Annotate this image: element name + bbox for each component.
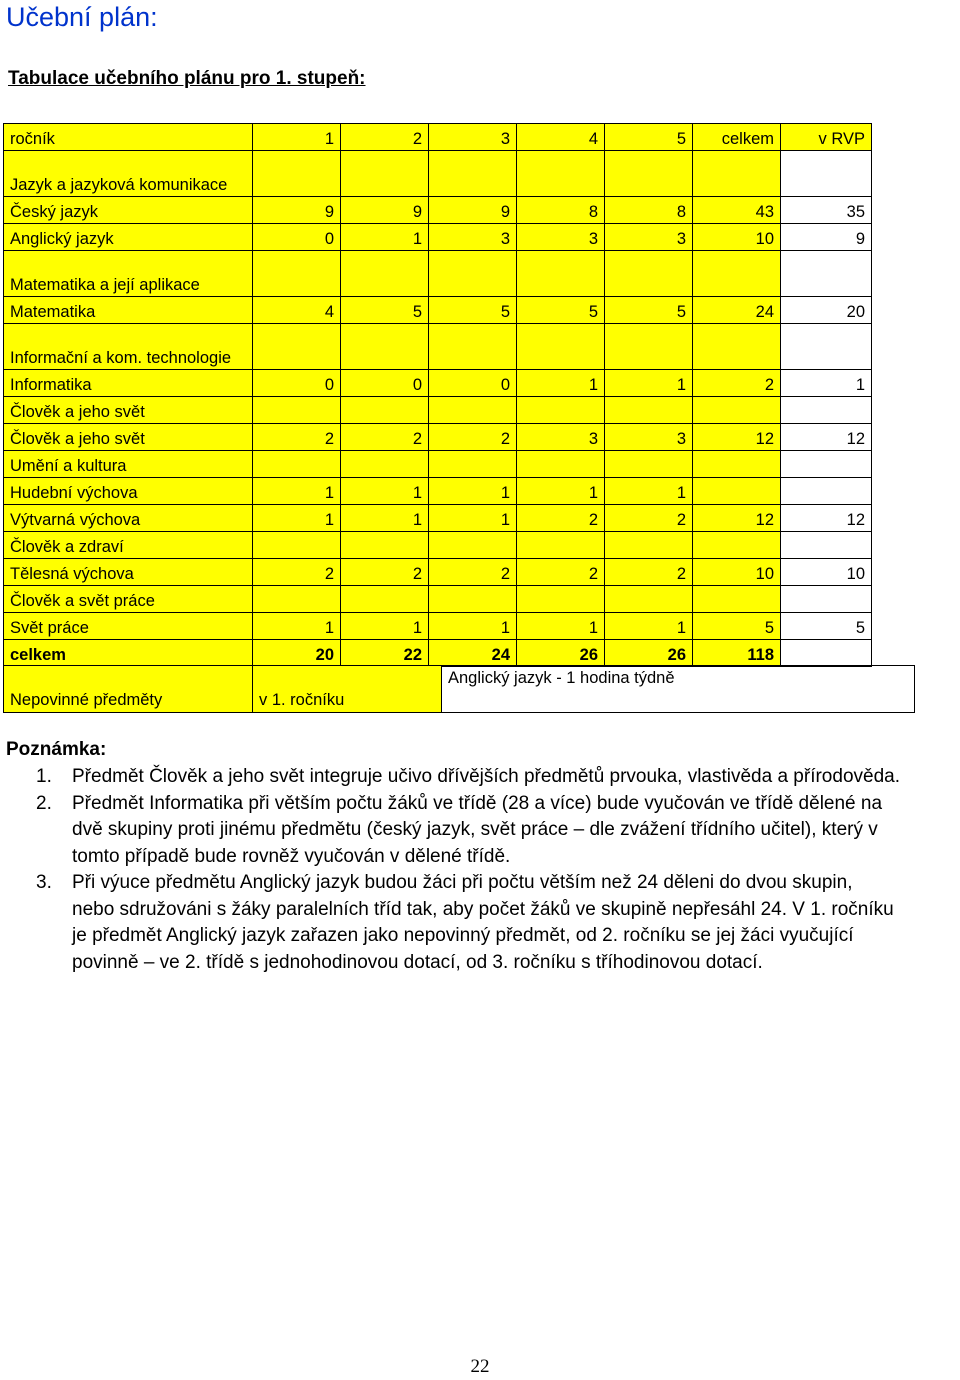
table-cell-value: 2 [341, 559, 429, 586]
table-cell-value: 1 [341, 224, 429, 251]
table-cell-value [781, 151, 872, 197]
table-cell-value [605, 397, 693, 424]
notes-list [0, 764, 900, 976]
table-cell-value [781, 324, 872, 370]
table-row [4, 197, 872, 224]
table-cell-value [605, 251, 693, 297]
table-cell-value: 1 [517, 478, 605, 505]
table-cell-value [781, 451, 872, 478]
optional-subjects-subject: Anglický jazyk - 1 hodina týdně [442, 666, 915, 713]
table-cell-value [253, 451, 341, 478]
table-cell-value [693, 397, 781, 424]
table-cell-value: 1 [605, 613, 693, 640]
note-number: 3. [36, 872, 52, 893]
table-cell-value: 4 [517, 124, 605, 151]
table-cell-value: 5 [781, 613, 872, 640]
table-cell-value: 9 [341, 197, 429, 224]
table-area-row [4, 451, 872, 478]
table-cell-name: Český jazyk [4, 197, 253, 224]
table-cell-value: 2 [517, 559, 605, 586]
table-cell-name: Člověk a zdraví [4, 532, 253, 559]
table-cell-value [253, 532, 341, 559]
table-cell-value: 0 [253, 370, 341, 397]
table-cell-value: 1 [429, 613, 517, 640]
table-cell-name: celkem [4, 640, 253, 667]
table-area-row [4, 397, 872, 424]
table-cell-value [517, 397, 605, 424]
table-cell-value: 2 [341, 124, 429, 151]
table-cell-value [605, 324, 693, 370]
table-cell-value: 1 [429, 478, 517, 505]
note-item [0, 870, 900, 976]
table-cell-value [693, 324, 781, 370]
table-cell-value: 9 [781, 224, 872, 251]
table-area-row [4, 586, 872, 613]
table-cell-name: Svět práce [4, 613, 253, 640]
table-cell-name: Matematika [4, 297, 253, 324]
table-cell-name: Člověk a jeho svět [4, 424, 253, 451]
table-cell-value [429, 151, 517, 197]
table-cell-value: 35 [781, 197, 872, 224]
table-cell-value: 3 [605, 424, 693, 451]
table-cell-value [429, 532, 517, 559]
note-text: Předmět Člověk a jeho svět integruje učivo dřívějších předmětů prvouka, vlastivěda a přírodověda. [72, 766, 900, 787]
table-cell-value [429, 397, 517, 424]
table-cell-value [693, 478, 781, 505]
table-cell-value: 2 [517, 505, 605, 532]
table-cell-value: 2 [253, 559, 341, 586]
table-cell-value [781, 251, 872, 297]
table-cell-value: 5 [517, 297, 605, 324]
table-cell-value: 3 [517, 424, 605, 451]
table-cell-name: Matematika a její aplikace [4, 251, 253, 297]
table-cell-value: 10 [693, 559, 781, 586]
table-cell-value: 12 [693, 424, 781, 451]
table-total-row [4, 640, 872, 667]
table-cell-value [693, 151, 781, 197]
table-row [4, 559, 872, 586]
table-cell-value [253, 586, 341, 613]
table-header-row [4, 124, 872, 151]
table-cell-value: 1 [341, 505, 429, 532]
table-cell-value: 1 [781, 370, 872, 397]
table-cell-value: 12 [781, 505, 872, 532]
table-cell-name: Tělesná výchova [4, 559, 253, 586]
table-cell-value [517, 586, 605, 613]
table-cell-value [781, 478, 872, 505]
table-cell-value [693, 251, 781, 297]
table-cell-value: 5 [693, 613, 781, 640]
table-cell-value: 2 [605, 505, 693, 532]
table-cell-name: Člověk a jeho svět [4, 397, 253, 424]
table-cell-value [341, 251, 429, 297]
table-cell-value [253, 251, 341, 297]
note-number: 2. [36, 792, 52, 814]
table-area-row [4, 251, 872, 297]
table-cell-value [693, 586, 781, 613]
table-row [4, 505, 872, 532]
table-cell-value [517, 324, 605, 370]
table-cell-value [781, 640, 872, 667]
table-cell-value: 5 [341, 297, 429, 324]
table-cell-value [781, 532, 872, 559]
page-number: 22 [470, 1356, 490, 1377]
table-cell-value: 12 [781, 424, 872, 451]
table-cell-value: 0 [253, 224, 341, 251]
table-cell-value: 26 [517, 640, 605, 667]
table-cell-value: 3 [605, 224, 693, 251]
table-cell-value [341, 324, 429, 370]
table-cell-name: ročník [4, 124, 253, 151]
table-cell-value [517, 451, 605, 478]
table-cell-value: 2 [429, 424, 517, 451]
table-area-row [4, 151, 872, 197]
table-cell-value [517, 251, 605, 297]
note-text: Při výuce předmětu Anglický jazyk budou žáci při počtu větším než 24 děleni do dvou skupin, nebo sdružováni s žáky paralelních tříd tak, aby počet žáků ve skupině nepřesáhl 24. V 1. ročníku je předmět Anglický jazyk zařazen jako nepovinný předmět, od 2. ročníku se jej žáci vyučující povinně – ve 2. třídě s jednohodinovou dotací, od 3. ročníku s tříhodinovou dotací. [72, 872, 894, 973]
table-cell-value: 3 [517, 224, 605, 251]
table-cell-name: Výtvarná výchova [4, 505, 253, 532]
table-cell-value [341, 451, 429, 478]
table-cell-value: 10 [781, 559, 872, 586]
table-cell-value: 9 [253, 197, 341, 224]
table-cell-name: Hudební výchova [4, 478, 253, 505]
table-cell-value: 5 [429, 297, 517, 324]
table-cell-value: 5 [605, 124, 693, 151]
table-cell-value: 10 [693, 224, 781, 251]
table-cell-value: 4 [253, 297, 341, 324]
table-cell-value: 9 [429, 197, 517, 224]
table-cell-name: Umění a kultura [4, 451, 253, 478]
table-cell-value: celkem [693, 124, 781, 151]
table-cell-value: 118 [693, 640, 781, 667]
table-cell-value [693, 532, 781, 559]
table-cell-value: 3 [429, 224, 517, 251]
note-item [0, 791, 900, 871]
table-subtitle: Tabulace učebního plánu pro 1. stupeň: [8, 68, 366, 89]
table-cell-value: 20 [253, 640, 341, 667]
table-cell-value [253, 324, 341, 370]
curriculum-table [3, 123, 872, 667]
table-cell-value [429, 586, 517, 613]
table-cell-value: 3 [429, 124, 517, 151]
table-cell-value: 1 [253, 478, 341, 505]
page-title: Učební plán: [6, 2, 158, 32]
table-cell-name: Jazyk a jazyková komunikace [4, 151, 253, 197]
table-cell-value: 1 [253, 505, 341, 532]
table-row [4, 478, 872, 505]
table-cell-value [605, 532, 693, 559]
table-cell-value [429, 324, 517, 370]
table-cell-value: 12 [693, 505, 781, 532]
table-cell-value: 1 [517, 613, 605, 640]
table-cell-value [253, 151, 341, 197]
table-cell-value: 1 [253, 613, 341, 640]
table-cell-value [341, 532, 429, 559]
table-area-row [4, 532, 872, 559]
table-cell-value [781, 586, 872, 613]
table-cell-name: Člověk a svět práce [4, 586, 253, 613]
table-cell-value [341, 397, 429, 424]
table-cell-value: 24 [693, 297, 781, 324]
table-cell-value [781, 397, 872, 424]
table-cell-value [605, 586, 693, 613]
table-cell-value: 0 [429, 370, 517, 397]
table-cell-value: 8 [517, 197, 605, 224]
table-cell-value: 2 [341, 424, 429, 451]
table-cell-value: 1 [341, 613, 429, 640]
table-cell-value: 1 [429, 505, 517, 532]
table-cell-value: 22 [341, 640, 429, 667]
optional-subjects-grade: v 1. ročníku [253, 666, 442, 713]
table-cell-value [341, 151, 429, 197]
table-row [4, 297, 872, 324]
table-row [4, 613, 872, 640]
table-cell-name: Informatika [4, 370, 253, 397]
table-cell-value: 43 [693, 197, 781, 224]
optional-subjects-table [3, 665, 915, 713]
table-cell-value [605, 151, 693, 197]
table-cell-value [341, 586, 429, 613]
notes-heading: Poznámka: [6, 739, 107, 760]
table-cell-value: 2 [693, 370, 781, 397]
table-cell-value: 5 [605, 297, 693, 324]
note-text: Předmět Informatika při větším počtu žáků ve třídě (28 a více) bude vyučován ve třídě dělené na dvě skupiny proti jinému předmětu (český jazyk, svět práce – dle zvážení třídního učitel), který v tomto případě bude rovněž vyučován v dělené třídě. [72, 792, 883, 867]
table-cell-value: 26 [605, 640, 693, 667]
table-cell-value [693, 451, 781, 478]
table-cell-value: 1 [253, 124, 341, 151]
table-cell-value [429, 251, 517, 297]
optional-subjects-row [4, 666, 915, 713]
table-cell-name: Informační a kom. technologie [4, 324, 253, 370]
table-cell-name: Anglický jazyk [4, 224, 253, 251]
note-item [0, 764, 900, 791]
table-cell-value [517, 532, 605, 559]
table-cell-value: 1 [605, 370, 693, 397]
table-cell-value: 1 [517, 370, 605, 397]
table-cell-value: 8 [605, 197, 693, 224]
table-cell-value: 1 [341, 478, 429, 505]
table-cell-value: v RVP [781, 124, 872, 151]
table-area-row [4, 324, 872, 370]
table-cell-value: 0 [341, 370, 429, 397]
table-cell-value: 1 [605, 478, 693, 505]
table-cell-value: 2 [253, 424, 341, 451]
table-cell-value [429, 451, 517, 478]
table-cell-value: 20 [781, 297, 872, 324]
table-cell-value: 24 [429, 640, 517, 667]
table-cell-value: 2 [605, 559, 693, 586]
table-cell-value: 2 [429, 559, 517, 586]
optional-subjects-label: Nepovinné předměty [4, 666, 253, 713]
table-row [4, 370, 872, 397]
table-cell-value [253, 397, 341, 424]
table-row [4, 224, 872, 251]
table-cell-value [605, 451, 693, 478]
note-number: 1. [36, 766, 52, 787]
table-row [4, 424, 872, 451]
table-cell-value [517, 151, 605, 197]
